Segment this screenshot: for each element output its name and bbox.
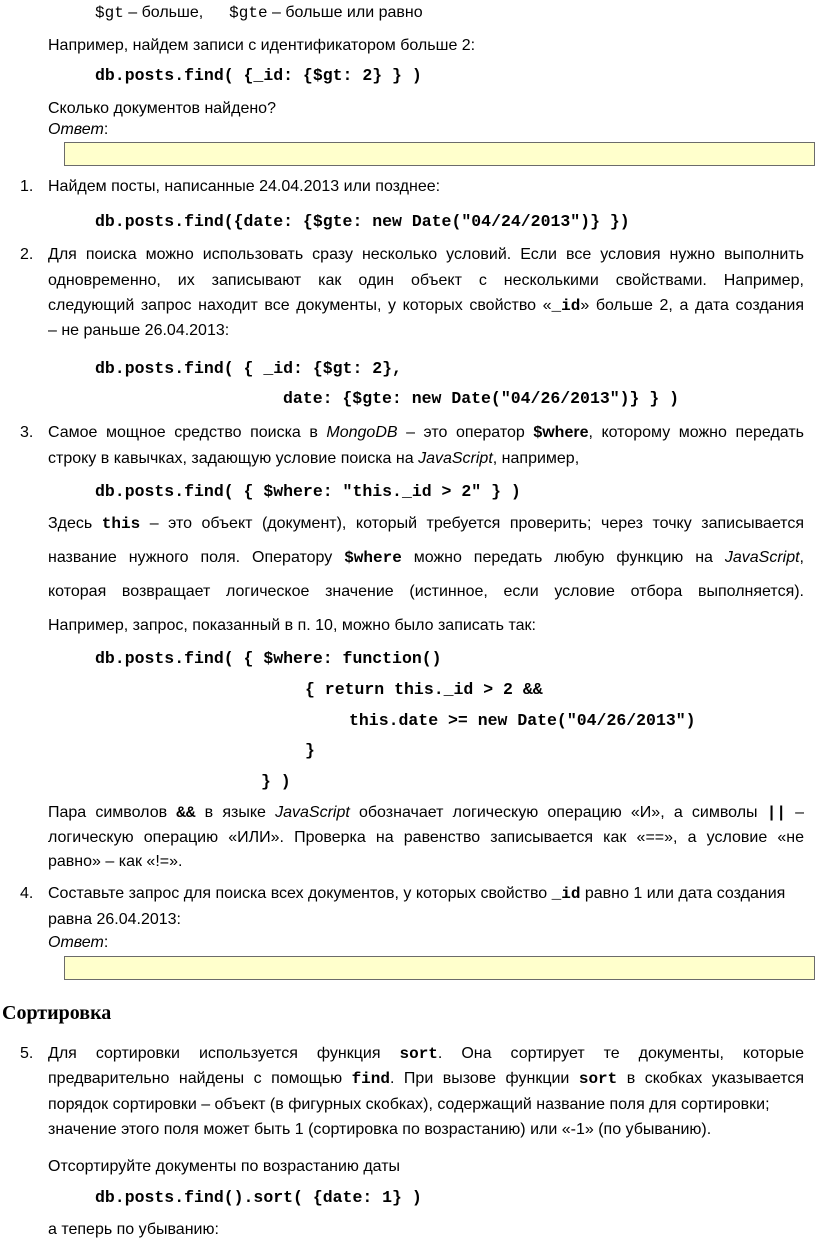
sort-intro: Отсортируйте документы по возрастанию даты xyxy=(48,1158,401,1175)
item3-fn-line1: db.posts.find( { $where: function() xyxy=(95,649,442,668)
item3-fn-line3: this.date >= new Date("04/26/2013") xyxy=(349,711,696,730)
item4-line2: равна 26.04.2013: xyxy=(48,911,181,928)
item3-fn-line2: { return this._id > 2 && xyxy=(305,680,543,699)
section-heading-sorting: Сортировка xyxy=(2,1002,112,1024)
item2-code-line1: db.posts.find( { _id: {$gt: 2}, xyxy=(95,359,402,378)
answer-field-2[interactable] xyxy=(64,956,815,980)
item3-ops-line1: Пара символов && в языке JavaScript обозначает логическую операцию «И», а символы || – xyxy=(48,804,805,822)
sort-code: db.posts.find().sort( {date: 1} ) xyxy=(95,1188,422,1207)
item2-line1: Для поиска можно использовать сразу несколько условий. Если все условия нужно выполнить xyxy=(48,246,804,263)
item3-fn-line4: } xyxy=(305,741,315,760)
item3-para-line1: Здесь this – это объект (документ), который требуется проверить; через точку записывается xyxy=(48,515,804,533)
question: Сколько документов найдено? xyxy=(48,100,276,117)
gte-description: – больше или равно xyxy=(267,4,423,21)
item3-ops-line2: логическую операцию «ИЛИ». Проверка на равенство записывается как «==», а условие «не xyxy=(48,829,804,846)
item2-code-line2: date: {$gte: new Date("04/26/2013")} } ) xyxy=(283,389,680,408)
item2-line3: следующий запрос находит все документы, у которых свойство «_id» больше 2, а дата создания xyxy=(48,297,805,315)
answer-field-1[interactable] xyxy=(64,142,815,166)
item3-code: db.posts.find( { $where: "this._id > 2" } ) xyxy=(95,482,521,501)
gt-description: – больше, xyxy=(123,4,204,21)
item1-text: Найдем посты, написанные 24.04.2013 или позднее: xyxy=(48,178,441,195)
item5-line4: значение этого поля может быть 1 (сортировка по возрастанию) или «-1» (по убыванию). xyxy=(48,1121,712,1138)
item1-code: db.posts.find({date: {$gte: new Date("04/24/2013")} }) xyxy=(95,212,630,231)
item-number-4: 4. xyxy=(20,885,34,902)
item3-line1: Самое мощное средство поиска в MongoDB – это оператор $where, которому можно передать xyxy=(48,424,804,441)
item3-para-line4: Например, запрос, показанный в п. 10, можно было записать так: xyxy=(48,617,536,634)
gt-gte-line xyxy=(95,4,423,22)
item2-line2: одновременно, их записывают как один объект с несколькими свойствами. Например, xyxy=(48,272,804,289)
item-number-3: 3. xyxy=(20,424,34,441)
item2-line4: – не раньше 26.04.2013: xyxy=(48,322,230,339)
example-code: db.posts.find( {_id: {$gt: 2} } ) xyxy=(95,66,422,85)
item-number-5: 5. xyxy=(20,1045,34,1062)
item5-line3: порядок сортировки – объект (в фигурных скобках), содержащий название поля для сортировки; xyxy=(48,1096,770,1113)
item3-para-line2: название нужного поля. Оператору $where можно передать любую функцию на JavaScript, xyxy=(48,549,804,567)
desc-intro: а теперь по убыванию: xyxy=(48,1221,219,1238)
gte-operator: $gte xyxy=(229,4,268,22)
answer-label: Ответ: xyxy=(48,121,109,138)
item3-ops-line3: равно» – как «!=». xyxy=(48,853,183,870)
item5-line2: предварительно найдены с помощью find. При вызове функции sort в скобках указывается xyxy=(48,1070,805,1088)
item5-line1: Для сортировки используется функция sort. Она сортирует те документы, которые xyxy=(48,1045,804,1063)
item3-para-line3: которая возвращает логическое значение (истинное, если условие отбора выполняется). xyxy=(48,583,804,600)
item3-line2: строку в кавычках, задающую условие поиска на JavaScript, например, xyxy=(48,450,580,467)
example-intro: Например, найдем записи с идентификатором больше 2: xyxy=(48,37,476,54)
item-number-2: 2. xyxy=(20,246,34,263)
item-number-1: 1. xyxy=(20,178,34,195)
item3-fn-line5: } ) xyxy=(261,772,291,791)
answer-label-2: Ответ: xyxy=(48,934,109,951)
gt-operator: $gt xyxy=(95,4,124,22)
item4-line1: Составьте запрос для поиска всех документов, у которых свойство _id равно 1 или дата создания xyxy=(48,885,786,903)
